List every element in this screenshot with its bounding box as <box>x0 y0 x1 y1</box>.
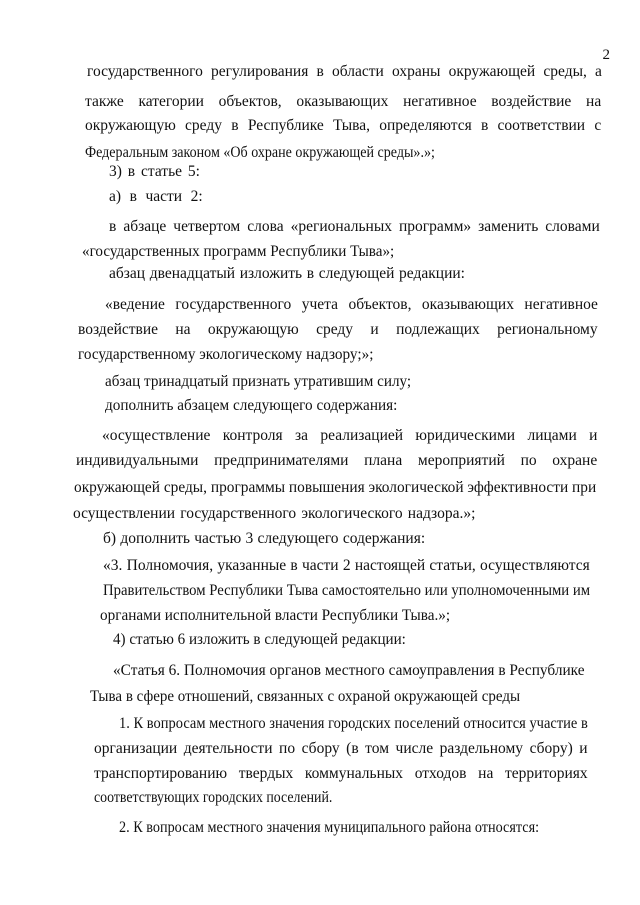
text-line: 4) статью 6 изложить в следующей редакции: <box>113 631 406 648</box>
text-line: организации деятельности по сбору (в том числе раздельному сбору) и <box>94 740 588 757</box>
text-line: а) в части 2: <box>109 188 203 205</box>
text-line: «осуществление контроля за реализацией юридическими лицами и <box>102 427 598 444</box>
text-line: государственного регулирования в области охраны окружающей среды, а <box>87 63 602 80</box>
text-line: «ведение государственного учета объектов, оказывающих негативное <box>105 296 598 313</box>
text-line: абзац тринадцатый признать утратившим силу; <box>105 373 412 390</box>
text-line: индивидуальными предпринимателями плана мероприятий по охране <box>76 452 598 469</box>
text-line: также категории объектов, оказывающих негативное воздействие на <box>85 93 602 110</box>
text-line: окружающую среду в Республике Тыва, определяются в соответствии с <box>85 117 602 134</box>
page-number: 2 <box>602 47 610 63</box>
text-line: 2. К вопросам местного значения муниципального района относятся: <box>119 819 540 836</box>
text-line: в абзаце четвертом слова «региональных программ» заменить словами <box>109 218 600 235</box>
text-line: воздействие на окружающую среду и подлежащих региональному <box>78 321 598 338</box>
text-line: окружающей среды, программы повышения экологической эффективности при <box>74 479 597 496</box>
text-line: Федеральным законом «Об охране окружающей среды».»; <box>85 144 435 161</box>
text-line: дополнить абзацем следующего содержания: <box>105 397 398 414</box>
text-line: Тыва в сфере отношений, связанных с охраной окружающей среды <box>90 688 521 705</box>
text-line: б) дополнить частью 3 следующего содержания: <box>103 530 426 547</box>
text-line: «государственных программ Республики Тыва»; <box>82 243 395 260</box>
text-line: «Статья 6. Полномочия органов местного самоуправления в Республике <box>113 662 585 679</box>
text-line: 3) в статье 5: <box>109 163 200 180</box>
text-line: государственному экологическому надзору;»; <box>78 346 374 363</box>
text-line: осуществлении государственного экологического надзора.»; <box>73 505 476 522</box>
text-line: абзац двенадцатый изложить в следующей редакции: <box>109 265 465 282</box>
text-line: «3. Полномочия, указанные в части 2 настоящей статьи, осуществляются <box>103 557 590 574</box>
text-line: органами исполнительной власти Республики Тыва.»; <box>100 607 451 624</box>
text-line: Правительством Республики Тыва самостоятельно или уполномоченными им <box>103 582 591 599</box>
text-line: 1. К вопросам местного значения городских поселений относится участие в <box>119 715 588 732</box>
text-line: транспортированию твердых коммунальных отходов на территориях <box>94 765 588 782</box>
text-line: соответствующих городских поселений. <box>94 789 333 806</box>
